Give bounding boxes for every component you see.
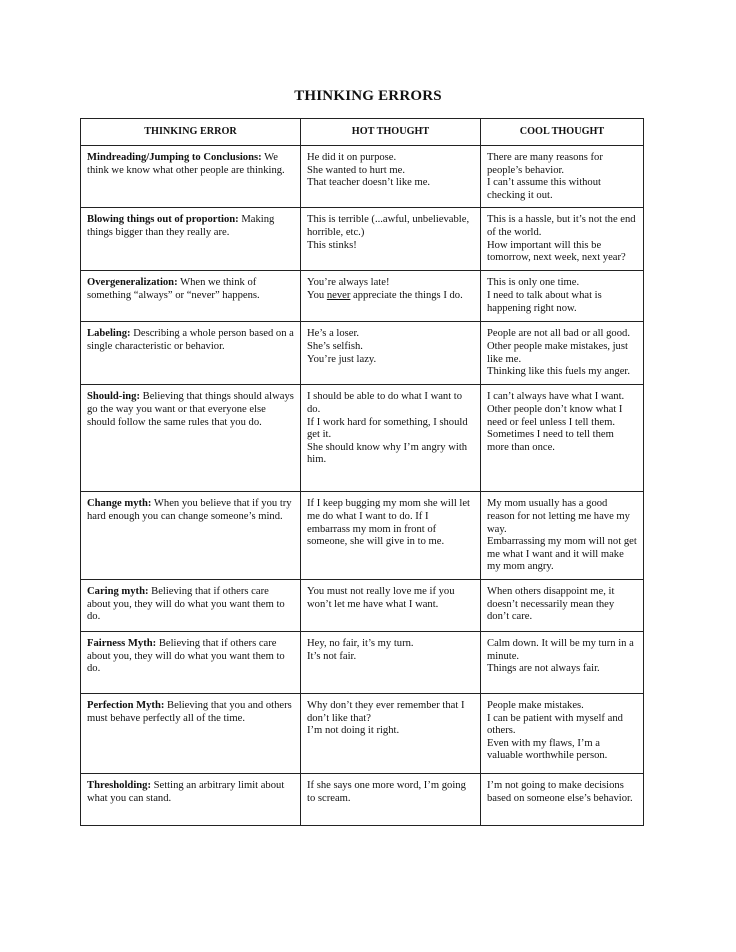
- table-row: [81, 693, 644, 773]
- cool-thought-cell: [481, 271, 644, 322]
- cool-thought-cell: [481, 146, 644, 208]
- table-row: [81, 773, 644, 825]
- cool-thought-line: I can’t assume this without checking it out.: [487, 177, 601, 201]
- error-term: Mindreading/Jumping to Conclusions:: [87, 152, 262, 163]
- table-row: [81, 385, 644, 492]
- cool-thought-line: How important will this be tomorrow, next week, next year?: [487, 239, 626, 264]
- hot-thought-cell: [301, 271, 481, 322]
- cool-thought-line: When others disappoint me, it doesn’t necessarily mean they don’t care.: [487, 585, 615, 623]
- cool-thought-line: Thinking like this fuels my anger.: [487, 366, 630, 378]
- error-term: Labeling:: [87, 328, 131, 340]
- table-row: [81, 492, 644, 580]
- cool-thought-line: My mom usually has a good reason for not letting me have my way.: [487, 498, 630, 535]
- error-definition: Making things bigger than they really are.: [87, 214, 275, 238]
- page-title: THINKING ERRORS: [294, 88, 442, 104]
- cool-thought-line: Sometimes I need to tell them more than once.: [487, 429, 614, 453]
- cool-thought-line: I can’t always have what I want.: [487, 391, 625, 403]
- thinking-error-cell: [81, 693, 301, 773]
- thinking-error-cell: [81, 492, 301, 580]
- hot-thought-cell: [301, 693, 481, 773]
- hot-thought-line: You’re just lazy.: [307, 353, 377, 365]
- thinking-error-cell: [81, 385, 301, 492]
- error-term: Fairness Myth:: [87, 637, 157, 649]
- cool-thought-line: People are not all bad or all good.: [487, 328, 630, 340]
- hot-thought-line: She wanted to hurt me.: [307, 164, 405, 176]
- cool-thought-line: Other people make mistakes, just like me.: [487, 340, 628, 365]
- header-cool-thought: COOL THOUGHT: [481, 119, 644, 146]
- hot-thought-line: I’m not doing it right.: [307, 725, 400, 737]
- hot-thought-line: It’s not fair.: [307, 650, 357, 662]
- hot-thought-line: If I work hard for something, I should get it.: [307, 416, 468, 441]
- table-row: [81, 208, 644, 271]
- hot-thought-line: He did it on purpose.: [307, 152, 397, 163]
- hot-thought-line: You’re always late!: [307, 277, 390, 289]
- error-term: Perfection Myth:: [87, 699, 165, 711]
- hot-thought-cell: [301, 208, 481, 271]
- cool-thought-line: People make mistakes.: [487, 699, 584, 711]
- hot-thought-line: That teacher doesn’t like me.: [307, 177, 431, 189]
- thinking-error-cell: [81, 208, 301, 271]
- cool-thought-cell: [481, 693, 644, 773]
- hot-thought-line: You must not really love me if you won’t let me have what I want.: [307, 585, 455, 610]
- cool-thought-cell: [481, 322, 644, 385]
- thinking-error-cell: [81, 322, 301, 385]
- hot-thought-line: Why don’t they ever remember that I don’t like that?: [307, 699, 465, 724]
- table-row: [81, 271, 644, 322]
- hot-thought-line: If she says one more word, I’m going to scream.: [307, 779, 466, 804]
- error-term: Should-ing:: [87, 391, 140, 403]
- cool-thought-cell: [481, 579, 644, 631]
- thinking-error-cell: [81, 579, 301, 631]
- hot-thought-cell: [301, 631, 481, 693]
- error-definition: Describing a whole person based on a single characteristic or behavior.: [87, 328, 294, 352]
- hot-thought-cell: [301, 773, 481, 825]
- hot-thought-cell: [301, 322, 481, 385]
- hot-thought-line: You never appreciate the things I do.: [307, 289, 463, 301]
- cool-thought-line: I can be patient with myself and others.: [487, 712, 623, 737]
- thinking-error-cell: [81, 631, 301, 693]
- error-term: Change myth:: [87, 498, 152, 510]
- hot-thought-line: This stinks!: [307, 239, 357, 251]
- thinking-error-cell: [81, 773, 301, 825]
- table-header-row: [81, 119, 644, 146]
- header-thinking-error: THINKING ERROR: [81, 119, 301, 146]
- hot-thought-line: If I keep bugging my mom she will let me do what I want to do. If I embarrass my mom in front of someone, she will give in to me.: [307, 498, 470, 548]
- error-definition: Believing that things should always go the way you want or that everyone else should follow the same rules that you do.: [87, 391, 294, 428]
- error-definition: Believing that you and others must behave perfectly all of the time.: [87, 699, 292, 724]
- table-row: [81, 631, 644, 693]
- cool-thought-line: This is only one time.: [487, 277, 580, 289]
- header-hot-thought: HOT THOUGHT: [301, 119, 481, 146]
- error-term: Overgeneralization:: [87, 277, 178, 289]
- cool-thought-line: Things are not always fair.: [487, 663, 600, 675]
- cool-thought-line: I’m not going to make decisions based on someone else’s behavior.: [487, 779, 633, 804]
- cool-thought-line: Calm down. It will be my turn in a minute.: [487, 637, 634, 662]
- cool-thought-cell: [481, 208, 644, 271]
- cool-thought-line: Embarrassing my mom will not get me what I want and it will make my mom angry.: [487, 536, 637, 573]
- error-definition: Believing that if others care about you, they will do what you want them to do.: [87, 637, 285, 675]
- hot-thought-line: This is terrible (...awful, unbelievable, horrible, etc.): [307, 214, 470, 238]
- error-definition: When we think of something “always” or “never” happens.: [87, 277, 260, 301]
- cool-thought-line: There are many reasons for people’s behavior.: [487, 152, 603, 176]
- cool-thought-line: I need to talk about what is happening right now.: [487, 289, 602, 314]
- error-term: Caring myth:: [87, 585, 149, 597]
- table-row: [81, 146, 644, 208]
- thinking-error-cell: [81, 271, 301, 322]
- hot-thought-line: Hey, no fair, it’s my turn.: [307, 637, 414, 649]
- underlined-word: never: [326, 289, 351, 301]
- cool-thought-line: Other people don’t know what I need or feel unless I tell them.: [487, 403, 623, 428]
- cool-thought-cell: [481, 773, 644, 825]
- cool-thought-line: This is a hassle, but it’s not the end of the world.: [487, 214, 636, 238]
- cool-thought-cell: [481, 385, 644, 492]
- error-term: Blowing things out of proportion:: [87, 214, 239, 226]
- hot-thought-line: She should know why I’m angry with him.: [307, 441, 468, 466]
- table-row: [81, 322, 644, 385]
- hot-thought-cell: [301, 385, 481, 492]
- hot-thought-line: He’s a loser.: [307, 328, 360, 340]
- error-definition: We think we know what other people are thinking.: [87, 152, 285, 176]
- error-definition: Believing that if others care about you, they will do what you want them to do.: [87, 585, 285, 623]
- thinking-error-cell: [81, 146, 301, 208]
- hot-thought-line: She’s selfish.: [307, 340, 363, 352]
- thinking-errors-table: [80, 118, 644, 826]
- hot-thought-cell: [301, 492, 481, 580]
- error-term: Thresholding:: [87, 779, 151, 791]
- error-definition: Setting an arbitrary limit about what you can stand.: [87, 779, 285, 804]
- cool-thought-line: Even with my flaws, I’m a valuable worthwhile person.: [487, 737, 608, 762]
- table-row: [81, 579, 644, 631]
- error-definition: When you believe that if you try hard enough you can change someone’s mind.: [87, 498, 292, 522]
- cool-thought-cell: [481, 492, 644, 580]
- hot-thought-cell: [301, 579, 481, 631]
- hot-thought-line: I should be able to do what I want to do.: [307, 391, 463, 415]
- cool-thought-cell: [481, 631, 644, 693]
- hot-thought-cell: [301, 146, 481, 208]
